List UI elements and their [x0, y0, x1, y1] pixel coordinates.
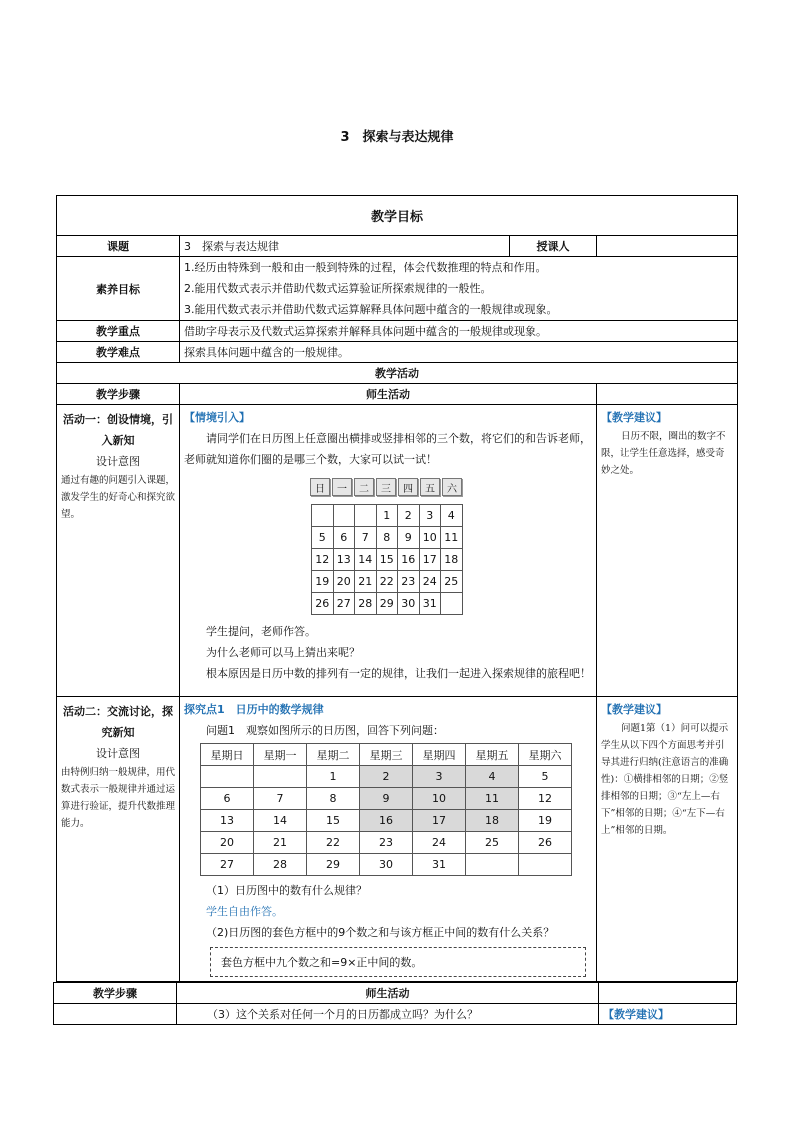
calendar2-day: 19: [519, 810, 572, 832]
activity1-para1: 请同学们在日历图上任意圈出横排或竖排相邻的三个数，将它们的和告诉老师，老师就知道你们圈的是哪三个数，大家可以试一试！: [184, 432, 591, 466]
calendar1-day: [312, 505, 334, 527]
activity1-design-label: 设计意图: [96, 455, 140, 468]
calendar1-row: [312, 571, 463, 593]
calendar2-row: [201, 788, 572, 810]
calendar1-day: 11: [441, 527, 463, 549]
literacy-item: 1.经历由特殊到一般和由一般到特殊的过程，体会代数推理的特点和作用。: [184, 261, 547, 274]
key-label: 教学重点: [57, 321, 180, 342]
calendar1-day: 15: [376, 549, 398, 571]
calendar1-row: [312, 505, 463, 527]
calendar2-day: 18: [466, 810, 519, 832]
calendar1-weekday: 四: [398, 478, 418, 496]
calendar2-day: 23: [360, 832, 413, 854]
calendar1-day: 31: [419, 593, 441, 615]
calendar2-day: 31: [413, 854, 466, 876]
calendar1-day: 8: [376, 527, 398, 549]
calendar1-day: 30: [398, 593, 420, 615]
calendar1-day: 5: [312, 527, 334, 549]
calendar1-row: [312, 549, 463, 571]
calendar1-day: 10: [419, 527, 441, 549]
calendar1-weekday: 二: [354, 478, 374, 496]
calendar2-weekday: 星期日: [201, 744, 254, 766]
calendar2-day: 20: [201, 832, 254, 854]
sub-question1: （1）日历图中的数有什么规律？: [206, 884, 367, 897]
sub-question3: （3）这个关系对任何一个月的日历都成立吗？为什么？: [177, 1004, 599, 1025]
activity1-content: [180, 405, 597, 697]
calendar2-day: 9: [360, 788, 413, 810]
activity1-suggestion: [597, 405, 738, 697]
calendar1-day: 3: [419, 505, 441, 527]
calendar2-day: [519, 854, 572, 876]
calendar2-day: 8: [307, 788, 360, 810]
free-answer: 学生自由作答。: [206, 905, 283, 918]
calendar1-day: 28: [355, 593, 377, 615]
calendar2-day: 21: [254, 832, 307, 854]
calendar1-day: 17: [419, 549, 441, 571]
teacher-label: 授课人: [510, 236, 597, 257]
calendar2-weekday: 星期一: [254, 744, 307, 766]
calendar1-day: 7: [355, 527, 377, 549]
calendar2-day: 2: [360, 766, 413, 788]
activity1-para2: 学生提问，老师作答。: [206, 625, 316, 638]
calendar1-day: [441, 593, 463, 615]
calendar2-grid: [200, 743, 572, 876]
calendar1-day: 14: [355, 549, 377, 571]
calendar1-day: 25: [441, 571, 463, 593]
activity2-design-label: 设计意图: [96, 747, 140, 760]
activity2-suggestion: [597, 697, 738, 982]
calendar2-day: 11: [466, 788, 519, 810]
suggestion-tag: 【教学建议】: [601, 411, 667, 424]
calendar1-day: 24: [419, 571, 441, 593]
calendar2-day: 28: [254, 854, 307, 876]
calendar1-day: 9: [398, 527, 420, 549]
suggestion-text: 日历不限，圈出的数字不限，让学生任意选择，感受奇妙之处。: [601, 431, 726, 476]
calendar1-day: [355, 505, 377, 527]
calendar2-day: [201, 766, 254, 788]
calendar1-day: 12: [312, 549, 334, 571]
calendar2-weekday: 星期三: [360, 744, 413, 766]
calendar2-day: 7: [254, 788, 307, 810]
difficulty-label: 教学难点: [57, 342, 180, 363]
lesson-value: 3 探索与表达规律: [180, 236, 510, 257]
literacy-item: 3.能用代数式表示并借助代数式运算解释具体问题中蕴含的一般规律或现象。: [184, 303, 558, 316]
activity2-content: [180, 697, 597, 982]
calendar2-row: [201, 854, 572, 876]
lesson-plan-table: [56, 195, 738, 982]
suggestion-tag: 【教学建议】: [601, 703, 667, 716]
teacher-value: [597, 236, 738, 257]
activity-header: 教学活动: [57, 363, 738, 384]
calendar1-day: 19: [312, 571, 334, 593]
calendar1-day: 18: [441, 549, 463, 571]
calendar1-row: [312, 527, 463, 549]
activity2-design-text: 由特例归纳一般规律，用代数式表示一般规律并通过运算进行验证，提升代数推理能力。: [61, 767, 176, 829]
continuation-table: [53, 982, 737, 1025]
literacy-goals: [180, 257, 738, 321]
calendar1-weekday: 日: [310, 478, 330, 496]
calendar2-day: 15: [307, 810, 360, 832]
calendar2-weekday: 星期四: [413, 744, 466, 766]
calendar1-day: 27: [333, 593, 355, 615]
exploration-point-title: 探究点1 日历中的数学规律: [184, 703, 324, 716]
calendar2-day: 4: [466, 766, 519, 788]
steps-label: 教学步骤: [57, 384, 180, 405]
calendar2-day: 24: [413, 832, 466, 854]
activity1-para4: 根本原因是日历中数的排列有一定的规律，让我们一起进入探索规律的旅程吧！: [206, 667, 591, 680]
calendar2-day: 13: [201, 810, 254, 832]
calendar1-day: 13: [333, 549, 355, 571]
answer2: 套色方框中九个数之和=9×正中间的数。: [221, 956, 423, 969]
calendar1-day: [333, 505, 355, 527]
calendar2-day: 26: [519, 832, 572, 854]
calendar1-day: 16: [398, 549, 420, 571]
calendar2-day: 29: [307, 854, 360, 876]
activity1-title: 活动一：创设情境，引入新知: [63, 413, 173, 447]
calendar2-day: 22: [307, 832, 360, 854]
activity2-title: 活动二：交流讨论，探究新知: [63, 705, 173, 739]
literacy-item: 2.能用代数式表示并借助代数式运算验证所探索规律的一般性。: [184, 282, 492, 295]
calendar1-row: [312, 593, 463, 615]
calendar2-day: 17: [413, 810, 466, 832]
calendar1-header: [308, 476, 464, 498]
teacher-student-label: 师生活动: [180, 384, 597, 405]
literacy-label: 素养目标: [57, 257, 180, 321]
calendar1-weekday: 六: [442, 478, 462, 496]
sub-question2: （2)日历图的套色方框中的9个数之和与该方框正中间的数有什么关系？: [206, 926, 555, 939]
calendar2-day: 3: [413, 766, 466, 788]
steps-label: 教学步骤: [54, 983, 177, 1004]
calendar1-day: 2: [398, 505, 420, 527]
calendar2-day: 1: [307, 766, 360, 788]
calendar2-day: 14: [254, 810, 307, 832]
calendar1-weekday: 三: [376, 478, 396, 496]
teaching-goal-header: 教学目标: [57, 196, 738, 236]
activity1-design-text: 通过有趣的问题引入课题，激发学生的好奇心和探究欲望。: [61, 475, 176, 520]
calendar2-day: 16: [360, 810, 413, 832]
calendar2-row: [201, 766, 572, 788]
calendar2-weekday: 星期六: [519, 744, 572, 766]
calendar2-day: 5: [519, 766, 572, 788]
calendar2-day: 27: [201, 854, 254, 876]
calendar1-day: 22: [376, 571, 398, 593]
suggestion-text: 问题1第（1）问可以提示学生从以下四个方面思考并引导其进行归纳(注意语言的准确性)：①横排相邻的日期；②竖排相邻的日期；③“左上—右下”相邻的日期；④“左下—右上”相邻的日期。: [601, 723, 729, 836]
calendar2-day: 10: [413, 788, 466, 810]
calendar2-day: 6: [201, 788, 254, 810]
calendar1-day: 6: [333, 527, 355, 549]
calendar1-day: 4: [441, 505, 463, 527]
calendar1-day: 29: [376, 593, 398, 615]
key-value: 借助字母表示及代数式运算探索并解释具体问题中蕴含的一般规律或现象。: [180, 321, 738, 342]
calendar2-day: 12: [519, 788, 572, 810]
calendar2-weekday: 星期五: [466, 744, 519, 766]
calendar2-row: [201, 832, 572, 854]
calendar1-weekday: 一: [332, 478, 352, 496]
activity1-step: [57, 405, 180, 697]
activity1-para3: 为什么老师可以马上猜出来呢？: [206, 646, 360, 659]
calendar1-grid: [311, 504, 463, 615]
calendar1-day: 20: [333, 571, 355, 593]
doc-title: 3 探索与表达规律: [340, 130, 454, 145]
calendar2-day: 30: [360, 854, 413, 876]
calendar1-day: 26: [312, 593, 334, 615]
lesson-label: 课题: [57, 236, 180, 257]
calendar2-day: [254, 766, 307, 788]
activity2-step: [57, 697, 180, 982]
calendar1-day: 23: [398, 571, 420, 593]
answer-box: [210, 947, 586, 977]
calendar2-day: 25: [466, 832, 519, 854]
calendar1-weekday: 五: [420, 478, 440, 496]
difficulty-value: 探索具体问题中蕴含的一般规律。: [180, 342, 738, 363]
teacher-student-label: 师生活动: [177, 983, 599, 1004]
question1: 问题1 观察如图所示的日历图，回答下列问题：: [206, 724, 444, 737]
scene-intro-tag: 【情境引入】: [184, 411, 250, 424]
suggestion-tag: 【教学建议】: [599, 1004, 737, 1025]
calendar1-day: 1: [376, 505, 398, 527]
calendar1-day: 21: [355, 571, 377, 593]
calendar2-day: [466, 854, 519, 876]
calendar2-weekday: 星期二: [307, 744, 360, 766]
calendar2-row: [201, 810, 572, 832]
